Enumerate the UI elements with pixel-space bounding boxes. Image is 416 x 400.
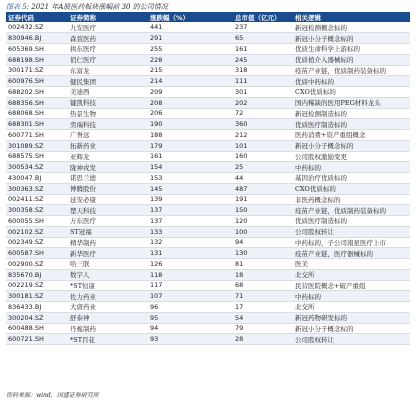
cell-change: 291 [148,33,233,44]
cell-logic: 民营医院概念+破产重组 [293,280,410,291]
cell-code: 688301.SH [6,119,68,130]
cell-change: 133 [148,226,233,237]
cell-code: 300171.SZ [6,65,68,76]
table-row [6,97,410,108]
cell-change: 93 [148,334,233,345]
source-note: 资料来源：wind，国盛证券研究所 [6,392,99,399]
table-row [6,302,410,313]
caption-text: 2021 年A股医药板块涨幅前 30 的公司情况 [31,3,168,11]
cell-name: 广誉远 [68,130,148,141]
table-row [6,248,410,259]
cell-market-cap: 120 [233,216,293,227]
cell-change: 131 [148,248,233,259]
cell-logic: 医药消费+资产重组概念 [293,130,410,141]
cell-market-cap: 81 [233,259,293,270]
table-row [6,205,410,216]
table-row [6,87,410,98]
cell-code: 688575.SH [6,151,68,162]
cell-logic: 新冠小分子概念标的 [293,323,410,334]
cell-name: 数字人 [68,269,148,280]
cell-name: 诺思兰德 [68,173,148,184]
cell-code: 600488.SH [6,323,68,334]
cell-logic: 优质生命科学上游标的 [293,44,410,55]
cell-logic: 新冠小分子概念标的 [293,140,410,151]
cell-market-cap: 191 [233,194,293,205]
table-row [6,33,410,44]
table-row [6,151,410,162]
table-row [6,237,410,248]
table-row [6,130,410,141]
cell-market-cap: 318 [233,65,293,76]
cell-name: 亚辉龙 [68,151,148,162]
cell-change: 145 [148,183,233,194]
cell-name: 热景生物 [68,108,148,119]
cell-market-cap: 101 [233,140,293,151]
cell-change: 139 [148,194,233,205]
cell-market-cap: 25 [233,162,293,173]
cell-name: 九安医疗 [68,22,148,33]
cell-market-cap: 245 [233,54,293,65]
header-logic: 相关逻辑 [295,13,321,22]
cell-logic: 疫苗产业链，医疗器械标的 [293,248,410,259]
cell-logic: 优质医疗制造标的 [293,119,410,130]
cell-market-cap: 301 [233,87,293,98]
table-row [6,44,410,55]
table-caption [6,2,168,12]
cell-name: 东富龙 [68,65,148,76]
cell-change: 161 [148,151,233,162]
cell-code: 301089.SZ [6,140,68,151]
cell-name: 精华制药 [68,237,148,248]
cell-logic: 疫苗产业链，优质制药装备标的 [293,65,410,76]
cell-logic: 北交所 [293,302,410,313]
cell-logic: 优质医疗制造标的 [293,216,410,227]
table-row [6,269,410,280]
header-change: 涨跌幅（%） [150,13,190,22]
cell-code: 830946.BJ [6,33,68,44]
table-row [6,76,410,87]
cell-code: 688356.SH [6,97,68,108]
cell-market-cap: 237 [233,22,293,33]
cell-change: 228 [148,54,233,65]
cell-market-cap: 72 [233,108,293,119]
table-row [6,183,410,194]
cell-logic: 优质植介入器械标的 [293,54,410,65]
cell-logic: 北交所 [293,269,410,280]
header-name: 证券简称 [70,13,96,22]
cell-logic: CXO优质标的 [293,183,410,194]
header-market-cap: 总市值（亿元） [235,13,281,22]
cell-name: 博腾股份 [68,183,148,194]
cell-logic: CXO优质标的 [293,87,410,98]
cell-market-cap: 18 [233,269,293,280]
table-row [6,323,410,334]
cell-logic: 医美 [293,259,410,270]
cell-name: 奕瑞科技 [68,119,148,130]
cell-market-cap: 28 [233,334,293,345]
cell-market-cap: 54 [233,312,293,323]
cell-name: 新华医疗 [68,248,148,259]
table-row [6,280,410,291]
cell-name: 万东医疗 [68,216,148,227]
cell-market-cap: 94 [233,237,293,248]
cell-market-cap: 130 [233,248,293,259]
stock-table [6,12,410,345]
cell-change: 132 [148,237,233,248]
cell-market-cap: 44 [233,173,293,184]
cell-logic: 新冠药物研发标的 [293,312,410,323]
cell-code: 002900.SZ [6,259,68,270]
cell-code: 836433.BJ [6,302,68,313]
table-row [6,334,410,345]
table-row [6,65,410,76]
table-row [6,162,410,173]
table-row [6,226,410,237]
table-row [6,173,410,184]
cell-market-cap: 487 [233,183,293,194]
cell-code: 688202.SH [6,87,68,98]
table-row [6,108,410,119]
cell-change: 179 [148,140,233,151]
cell-name: 大唐药业 [68,302,148,313]
cell-code: 300181.SZ [6,291,68,302]
cell-change: 95 [148,312,233,323]
cell-name: 佰仁医疗 [68,54,148,65]
cell-code: 002102.SZ [6,226,68,237]
cell-change: 126 [148,259,233,270]
table-row [6,54,410,65]
cell-code: 300204.SZ [6,312,68,323]
cell-code: 430047.BJ [6,173,68,184]
cell-logic: 基因治疗优质标的 [293,173,410,184]
cell-market-cap: 150 [233,205,293,216]
table-row [6,119,410,130]
cell-code: 300363.SZ [6,183,68,194]
cell-name: 拓新药业 [68,140,148,151]
table-row [6,194,410,205]
caption-label: 图表 5: [6,3,30,11]
cell-market-cap: 360 [233,119,293,130]
cell-logic: 国内稀缺的医用PEG材料龙头 [293,97,410,108]
cell-name: 美迪西 [68,87,148,98]
cell-name: 丹栀制药 [68,323,148,334]
cell-change: 441 [148,22,233,33]
cell-code: 300358.SZ [6,205,68,216]
cell-name: *ST百花 [68,334,148,345]
cell-market-cap: 161 [233,44,293,55]
cell-market-cap: 212 [233,130,293,141]
table-row [6,216,410,227]
cell-change: 190 [148,119,233,130]
cell-code: 002349.SZ [6,237,68,248]
cell-change: 209 [148,87,233,98]
cell-market-cap: 17 [233,302,293,313]
cell-name: 森萱医药 [68,33,148,44]
cell-logic: 非医药概念标的 [293,194,410,205]
cell-code: 002219.SZ [6,280,68,291]
cell-logic: 疫苗产业链，优质制药装备标的 [293,205,410,216]
cell-logic: 新冠检测概念标的 [293,22,410,33]
cell-change: 96 [148,302,233,313]
cell-change: 117 [148,280,233,291]
cell-market-cap: 68 [233,280,293,291]
cell-code: 600587.SH [6,248,68,259]
table-row [6,140,410,151]
cell-code: 600055.SH [6,216,68,227]
cell-change: 188 [148,130,233,141]
cell-market-cap: 160 [233,151,293,162]
cell-market-cap: 100 [233,226,293,237]
cell-logic: 中药标的 [293,291,410,302]
cell-logic: 公司股权转让 [293,334,410,345]
cell-change: 153 [148,173,233,184]
cell-change: 208 [148,97,233,108]
cell-market-cap: 71 [233,291,293,302]
cell-name: 拱东医疗 [68,44,148,55]
cell-name: ST冠福 [68,226,148,237]
cell-code: 300534.SZ [6,162,68,173]
cell-code: 688198.SH [6,54,68,65]
cell-logic: 公司股权转让 [293,226,410,237]
cell-code: 835670.BJ [6,269,68,280]
table-header-row [6,12,410,22]
cell-market-cap: 65 [233,33,293,44]
cell-name: 楚天科技 [68,205,148,216]
cell-change: 206 [148,108,233,119]
cell-code: 600771.SH [6,130,68,141]
cell-change: 94 [148,323,233,334]
cell-name: 键凯科技 [68,97,148,108]
table-row [6,291,410,302]
cell-code: 688068.SH [6,108,68,119]
cell-logic: 公司股权激励变更 [293,151,410,162]
cell-change: 137 [148,205,233,216]
cell-code: 600721.SH [6,334,68,345]
cell-change: 215 [148,65,233,76]
cell-logic: 优质中药标的 [293,76,410,87]
cell-code: 605369.SH [6,44,68,55]
cell-name: 哈三联 [68,259,148,270]
header-code: 证券代码 [8,13,34,22]
cell-code: 600976.SH [6,76,68,87]
cell-market-cap: 111 [233,76,293,87]
table-row [6,312,410,323]
cell-logic: 新冠检测制造标的 [293,108,410,119]
cell-name: 陇神戎发 [68,162,148,173]
cell-name: *ST恒康 [68,280,148,291]
cell-change: 118 [148,269,233,280]
cell-change: 214 [148,76,233,87]
cell-code: 002411.SZ [6,194,68,205]
cell-name: 佐力药业 [68,291,148,302]
cell-logic: 新冠小分子概念标的 [293,33,410,44]
cell-name: 舒泰神 [68,312,148,323]
cell-market-cap: 202 [233,97,293,108]
cell-name: 健民集团 [68,76,148,87]
table-body [6,22,410,345]
cell-code: 002432.SZ [6,22,68,33]
cell-name: 延安必康 [68,194,148,205]
table-row [6,22,410,33]
table-row [6,259,410,270]
cell-change: 137 [148,216,233,227]
cell-logic: 中药标的 [293,162,410,173]
cell-change: 107 [148,291,233,302]
cell-change: 255 [148,44,233,55]
cell-market-cap: 79 [233,323,293,334]
cell-logic: 中药标的，子公司南星医疗上市 [293,237,410,248]
cell-change: 154 [148,162,233,173]
